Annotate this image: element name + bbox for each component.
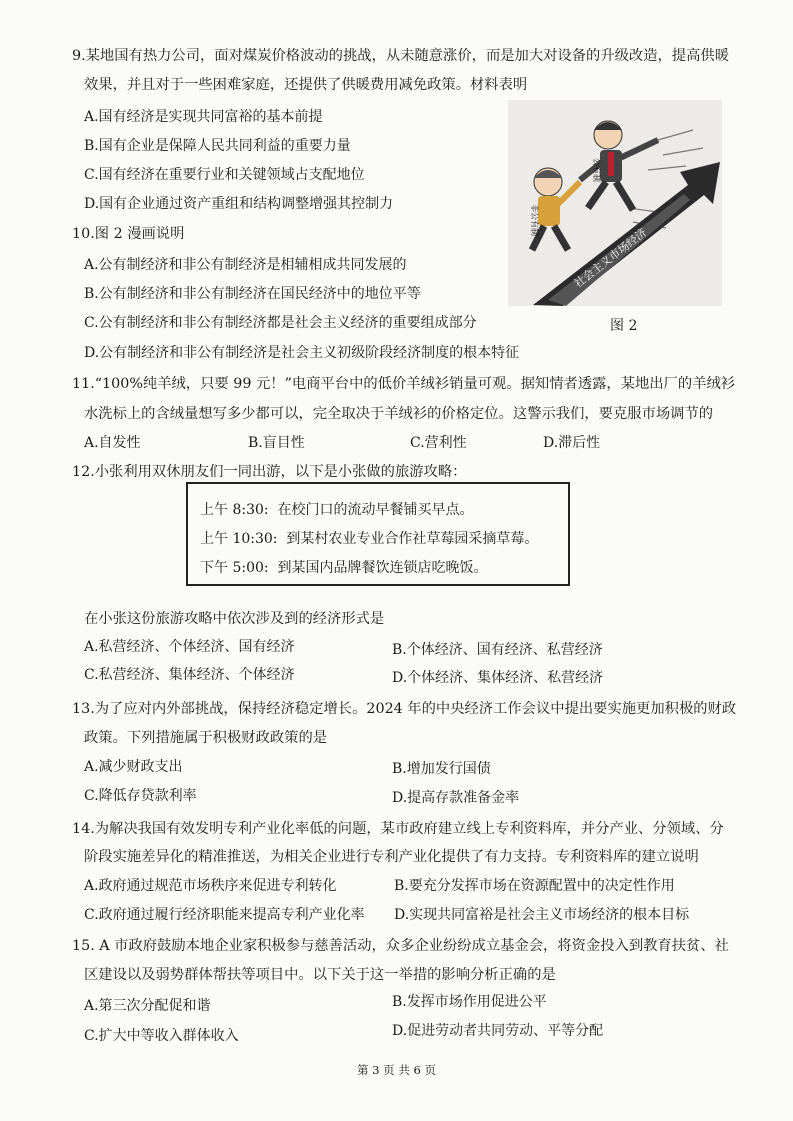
q10-stem: 10.图 2 漫画说明 [72,226,185,242]
q15-option-c: C.扩大中等收入群体收入 [84,1028,239,1044]
cartoon-label-public: 公有制 [592,158,601,182]
q9-stem-line1: 9.某地国有热力公司，面对煤炭价格波动的挑战，从未随意涨价，而是加大对设备的升级改造，提高供暖 [72,48,729,64]
q9-option-b: B.国有企业是保障人民共同利益的重要力量 [84,138,351,154]
q15-option-d: D.促进劳动者共同劳动、平等分配 [392,1023,604,1039]
q15-stem-line2: 区建设以及弱势群体帮扶等项目中。以下关于这一举措的影响分析正确的是 [84,967,556,983]
q14-stem-line1: 14.为解决我国有效发明专利产业化率低的问题，某市政府建立线上专利资料库，并分产业、分领域、分 [72,821,724,837]
q10-option-a: A.公有制经济和非公有制经济是相辅相成共同发展的 [84,257,407,273]
q13-option-a: A.减少财政支出 [84,759,183,775]
q13-option-b: B.增加发行国债 [392,761,491,777]
cartoon-figure [508,100,722,306]
q14-option-b: B.要充分发挥市场在资源配置中的决定性作用 [394,878,675,894]
schedule-activity: 到某国内品牌餐饮连锁店吃晚饭。 [277,560,488,576]
q14-option-d: D.实现共同富裕是社会主义市场经济的根本目标 [394,907,690,923]
q13-stem-line1: 13.为了应对内外部挑战，保持经济稳定增长。2024 年的中央经济工作会议中提出要实施更加积极的财政 [72,701,737,717]
q10-option-b: B.公有制经济和非公有制经济在国民经济中的地位平等 [84,286,421,302]
q12-question: 在小张这份旅游攻略中依次涉及到的经济形式是 [84,611,385,627]
q11-option-a: A.自发性 [84,435,141,451]
q11-option-b: B.盲目性 [248,435,305,451]
q11-option-c: C.营利性 [410,435,467,451]
q9-option-d: D.国有企业通过资产重组和结构调整增强其控制力 [84,196,394,212]
q15-stem-line1: 15. A 市政府鼓励本地企业家积极参与慈善活动，众多企业纷纷成立基金会，将资金投入到教育扶贫、社 [72,938,729,954]
schedule-row [200,528,538,548]
q15-option-a: A.第三次分配促和谐 [84,998,211,1014]
q15-option-b: B.发挥市场作用促进公平 [392,994,547,1010]
q12-option-a: A.私营经济、个体经济、国有经济 [84,639,295,655]
schedule-row [200,557,488,577]
schedule-activity: 到某村农业专业合作社草莓园采摘草莓。 [286,531,539,547]
q9-option-a: A.国有经济是实现共同富裕的基本前提 [84,109,323,125]
q12-option-c: C.私营经济、集体经济、个体经济 [84,667,295,683]
schedule-time: 下午 5:00: [200,560,269,576]
q13-option-c: C.降低存贷款利率 [84,788,197,804]
schedule-time: 上午 8:30: [200,502,269,518]
q12-option-b: B.个体经济、国有经济、私营经济 [392,642,603,658]
cartoon-arrow-text: 社会主义市场经济 [571,225,650,291]
cartoon-label-nonpublic: 非公有制 [530,204,539,236]
q14-stem-line2: 阶段实施差异化的精准推送，为相关企业进行专利产业化提供了有力支持。专利资料库的建立说明 [84,849,699,865]
schedule-row [200,499,474,519]
q9-stem-line2: 效果，并且对于一些困难家庭，还提供了供暖费用减免政策。材料表明 [84,77,528,93]
travel-schedule-box [186,482,570,586]
q11-stem-line2: 水洗标上的含绒量想写多少都可以，完全取决于羊绒衫的价格定位。这警示我们，要克服市场调节的 [84,406,714,422]
q10-option-c: C.公有制经济和非公有制经济都是社会主义经济的重要组成部分 [84,315,477,331]
q12-option-d: D.个体经济、集体经济、私营经济 [392,670,604,686]
q11-option-d: D.滞后性 [543,435,601,451]
q14-option-c: C.政府通过履行经济职能来提高专利产业化率 [84,907,365,923]
q13-stem-line2: 政策。下列措施属于积极财政政策的是 [84,730,328,746]
q12-stem: 12.小张利用双休朋友们一同出游，以下是小张做的旅游攻略： [72,464,467,480]
figure-caption: 图 2 [610,318,638,334]
cartoon-illustration [508,100,722,306]
schedule-activity: 在校门口的流动早餐铺买早点。 [277,502,474,518]
schedule-time: 上午 10:30: [200,531,278,547]
page-footer: 第 3 页 共 6 页 [357,1063,436,1077]
q13-option-d: D.提高存款准备金率 [392,790,520,806]
q11-stem-line1: 11.“100%纯羊绒，只要 99 元！”电商平台中的低价羊绒衫销量可观。据知情者透露，某地出厂的羊绒衫 [72,376,736,392]
q10-option-d: D.公有制经济和非公有制经济是社会主义初级阶段经济制度的根本特征 [84,345,520,361]
q14-option-a: A.政府通过规范市场秩序来促进专利转化 [84,878,337,894]
q9-option-c: C.国有经济在重要行业和关键领域占支配地位 [84,167,365,183]
